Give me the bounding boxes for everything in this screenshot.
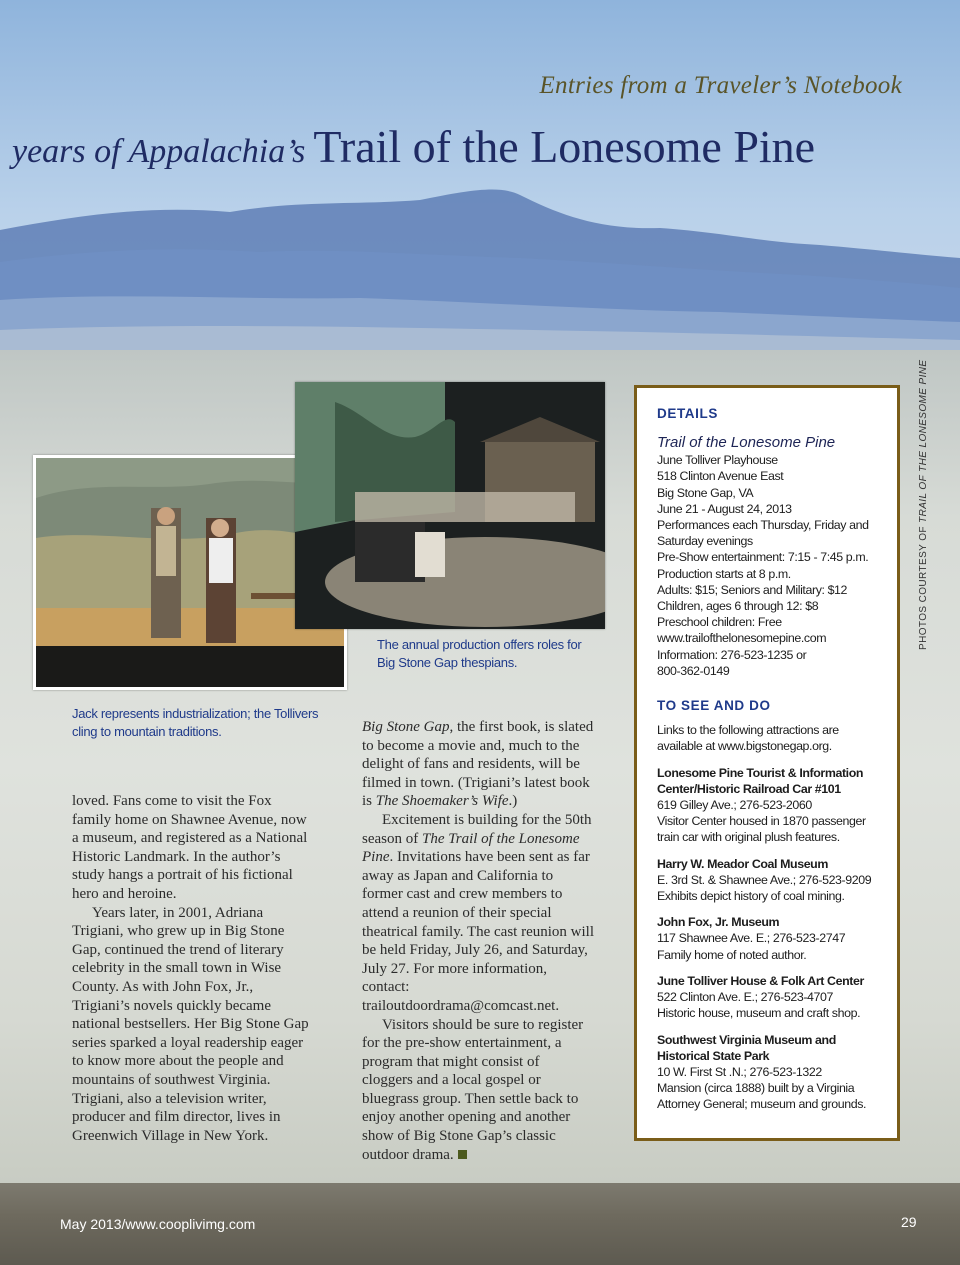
headline-prefix: years of Appalachia’s — [12, 133, 306, 170]
details-lines — [657, 452, 879, 679]
details-line: Information: 276-523-1235 or — [657, 647, 807, 662]
details-line: June Tolliver Playhouse — [657, 453, 778, 468]
article-text: Visitors should be sure to register for the pre-show entertainment, a program that might consist of cloggers and a local gospel or bluegrass group. Then settle back to enjoy another opening and another show of Big Stone Gap’s classic outdoor drama. — [362, 1016, 584, 1163]
event-title: Trail of the Lonesome Pine — [657, 434, 836, 452]
photo-credit — [918, 360, 929, 650]
attraction-description: Visitor Center housed in 1870 passenger train car with original plush features. — [657, 814, 866, 845]
caption-left-photo: Jack represents industrialization; the Tollivers cling to mountain traditions. — [72, 706, 319, 739]
attraction-description: Historic house, museum and craft shop. — [657, 1006, 861, 1021]
article-text: .) — [508, 793, 518, 810]
book-title: Big Stone Gap — [362, 719, 450, 735]
attraction-item — [657, 1032, 879, 1113]
show-title: The Trail of the Lonesome Pine — [362, 830, 580, 866]
page-headline — [12, 120, 815, 173]
attraction-item — [657, 856, 879, 905]
details-line: Saturday evenings — [657, 534, 753, 549]
see-and-do-heading: TO SEE AND DO — [657, 698, 771, 714]
end-mark-icon — [458, 1150, 467, 1159]
attraction-name: John Fox, Jr. Museum — [657, 915, 780, 930]
article-column-2 — [362, 718, 594, 1164]
details-line: June 21 - August 24, 2013 — [657, 501, 792, 516]
see-and-do-intro: Links to the following attractions are available at www.bigstonegap.org. — [657, 723, 839, 754]
attraction-address: 522 Clinton Ave. E.; 276-523-4707 — [657, 990, 834, 1005]
footer-issue-and-url: May 2013/www.cooplivimg.com — [60, 1216, 256, 1232]
details-line: www.trailofthelonesomepine.com — [657, 631, 827, 646]
attraction-item — [657, 765, 879, 846]
attraction-address: 117 Shawnee Ave. E.; 276-523-2747 — [657, 931, 846, 946]
article-text: Excitement is building for the 50th season of — [362, 811, 592, 847]
attraction-name: June Tolliver House & Folk Art Center — [657, 973, 864, 988]
article-paragraph — [362, 718, 594, 811]
article-text: . Invitations have been sent as far away as Japan and California to former cast and crew members to attend a reunion of their special theatrical family. The cast reunion will be held Friday, July 26, and Saturday, July 27. For more information, contact: trailoutdoordrama@comcast.net. — [362, 849, 595, 1014]
photo-credit-source: TRAIL OF THE LONESOME PINE — [918, 359, 929, 523]
attraction-name: Harry W. Meador Coal Museum — [657, 856, 828, 871]
attraction-item — [657, 914, 879, 963]
details-heading: DETAILS — [657, 406, 718, 421]
attraction-name: Lonesome Pine Tourist & Information Center/Historic Railroad Car #101 — [657, 765, 864, 796]
attraction-address: 619 Gilley Ave.; 276-523-2060 — [657, 798, 812, 813]
article-text: , the first book, is slated to become a movie and, much to the delight of fans and residents, will be filmed in town. (Trigiani’s latest book is — [362, 719, 594, 810]
attraction-name: Southwest Virginia Museum and Historical State Park — [657, 1032, 836, 1063]
article-paragraph — [362, 811, 594, 1016]
caption-right-photo: The annual production offers roles for Big Stone Gap thespians. — [377, 637, 582, 670]
page-number: 29 — [901, 1214, 917, 1230]
details-line: Big Stone Gap, VA — [657, 485, 754, 500]
details-line: Children, ages 6 through 12: $8 — [657, 599, 819, 614]
attraction-item — [657, 973, 879, 1022]
attraction-address: 10 W. First St .N.; 276-523-1322 — [657, 1064, 822, 1079]
details-line: Pre-Show entertainment: 7:15 - 7:45 p.m. — [657, 550, 869, 565]
section-kicker: Entries from a Traveler’s Notebook — [539, 72, 902, 99]
article-paragraph: loved. Fans come to visit the Fox family home on Shawnee Avenue, now a museum, and registered as a National Historic Landmark. In the author’s study hangs a portrait of his fictional hero and heroine. — [72, 793, 308, 902]
photo-audience-scene — [295, 382, 605, 629]
photo-credit-prefix: PHOTOS COURTESY OF — [918, 522, 929, 650]
mountain-banner — [0, 0, 960, 350]
details-line: Production starts at 8 p.m. — [657, 566, 791, 581]
article-paragraph: Years later, in 2001, Adriana Trigiani, who grew up in Big Stone Gap, continued the trend of literary celebrity in the small town in Wise County. As with John Fox, Jr., Trigiani’s novels quickly became national bestsellers. Her Big Stone Gap series sparked a loyal readership eager to know more about the people and mountains of southwest Virginia. Trigiani, also a television writer, producer and film director, lives in Greenwich Village in New York. — [72, 904, 309, 1144]
article-paragraph — [362, 1016, 594, 1165]
details-line: Performances each Thursday, Friday and — [657, 518, 869, 533]
details-line: 800-362-0149 — [657, 663, 730, 678]
details-box — [634, 385, 900, 1141]
attraction-description: Mansion (circa 1888) built by a Virginia Attorney General; museum and grounds. — [657, 1081, 867, 1112]
attractions-list — [657, 765, 879, 1113]
headline-main: Trail of the Lonesome Pine — [313, 121, 816, 172]
details-line: Preschool children: Free — [657, 615, 782, 630]
article-column-1 — [72, 792, 312, 1145]
attraction-description: Family home of noted author. — [657, 947, 807, 962]
details-line: Adults: $15; Seniors and Military: $12 — [657, 582, 848, 597]
attraction-description: Exhibits depict history of coal mining. — [657, 889, 845, 904]
mountain-illustration — [0, 0, 960, 350]
details-line: 518 Clinton Avenue East — [657, 469, 784, 484]
attraction-address: E. 3rd St. & Shawnee Ave.; 276-523-9209 — [657, 872, 872, 887]
book-title: The Shoemaker’s Wife — [375, 793, 509, 810]
